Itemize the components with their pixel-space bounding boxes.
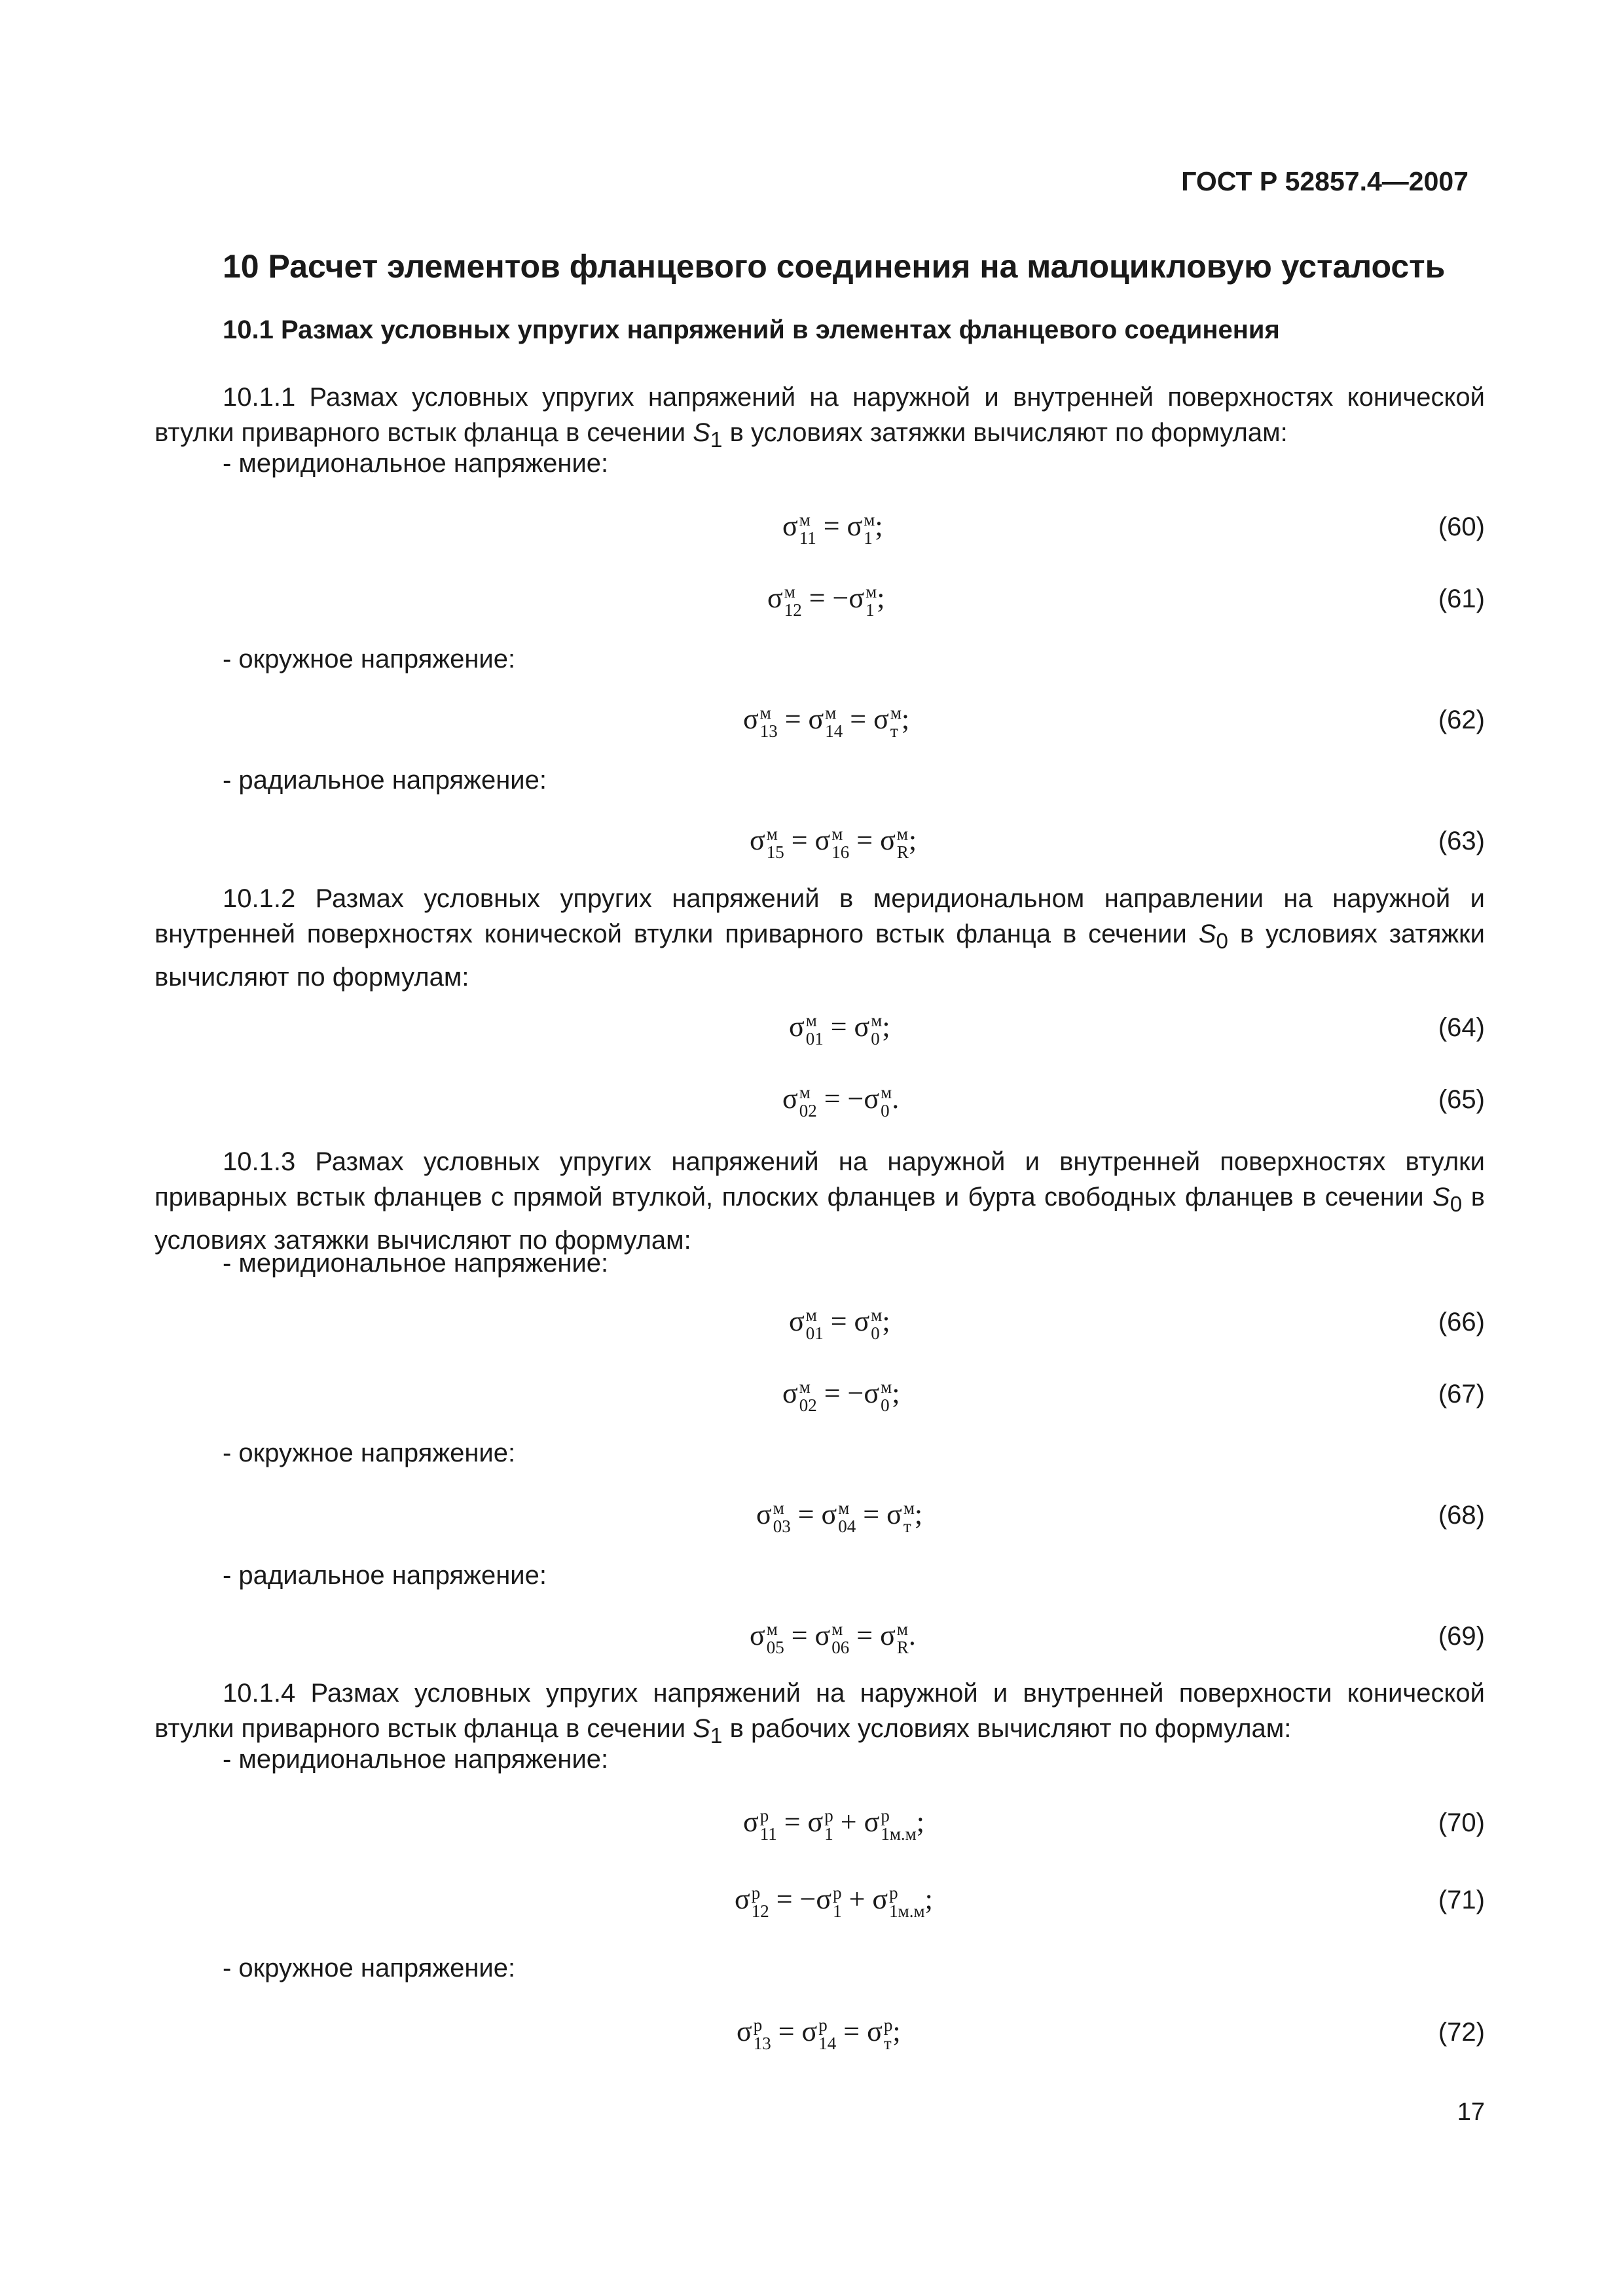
formula-72: σ р 13 = σ р 14 = σ р т ; — [737, 2015, 901, 2053]
label-radial: - радиальное напряжение: — [223, 766, 547, 795]
label-meridional: - меридиональное напряжение: — [223, 1249, 609, 1278]
document-standard-header: ГОСТ Р 52857.4—2007 — [1181, 166, 1468, 196]
formula-70: σ р 11 = σ р 1 + σ р 1м.м ; — [743, 1805, 924, 1844]
formula-63: σ м 15 = σ м 16 = σ м R ; — [750, 823, 917, 862]
label-meridional: - меридиональное напряжение: — [223, 449, 609, 478]
formula-66: σ м 01 = σ м 0 ; — [789, 1304, 890, 1343]
equation-number: (67) — [1438, 1380, 1485, 1408]
page-number: 17 — [1457, 2098, 1485, 2126]
formula-61: σ м 12 = −σ м 1 ; — [767, 581, 885, 620]
equation-number: (65) — [1438, 1085, 1485, 1114]
paragraph-10-1-2: 10.1.2 Размах условных упругих напряжений в меридиональном направлении на наружной и внутренней поверхностях конической втулки приварного встык фланца в сечении $S_0$ в условиях затяжки вычисляют по формулам: — [155, 884, 1485, 992]
subsection-title: 10.1 Размах условных упругих напряжений в элементах фланцевого соединения — [223, 315, 1280, 344]
formula-60: σ м 11 = σ м 1 ; — [782, 509, 883, 548]
equation-number: (69) — [1438, 1622, 1485, 1651]
formula-71: σ р 12 = −σ р 1 + σ р 1м.м ; — [735, 1882, 933, 1921]
equation-number: (66) — [1438, 1308, 1485, 1336]
formula-64: σ м 01 = σ м 0 ; — [789, 1010, 890, 1049]
formula-65: σ м 02 = −σ м 0 . — [782, 1082, 900, 1121]
formula-68: σ м 03 = σ м 04 = σ м т ; — [756, 1498, 923, 1536]
equation-number: (62) — [1438, 706, 1485, 734]
equation-number: (68) — [1438, 1501, 1485, 1530]
equation-number: (64) — [1438, 1013, 1485, 1042]
equation-number: (70) — [1438, 1808, 1485, 1837]
label-radial: - радиальное напряжение: — [223, 1561, 547, 1590]
paragraph-10-1-1: 10.1.1 Размах условных упругих напряжений на наружной и внутренней поверхностях конической втулки приварного встык фланца в сечении $S_1$ в условиях затяжки вычисляют по формулам: — [155, 383, 1485, 452]
label-hoop: - окружное напряжение: — [223, 645, 516, 673]
formula-67: σ м 02 = −σ м 0 ; — [782, 1376, 900, 1415]
equation-number: (71) — [1438, 1886, 1485, 1914]
equation-number: (72) — [1438, 2018, 1485, 2047]
section-title: 10 Расчет элементов фланцевого соединения на малоцикловую усталость — [223, 248, 1446, 285]
label-hoop: - окружное напряжение: — [223, 1439, 516, 1467]
label-meridional: - меридиональное напряжение: — [223, 1745, 609, 1774]
formula-69: σ м 05 = σ м 06 = σ м R . — [750, 1619, 916, 1657]
equation-number: (61) — [1438, 584, 1485, 613]
formula-62: σ м 13 = σ м 14 = σ м т ; — [743, 702, 910, 741]
label-hoop: - окружное напряжение: — [223, 1954, 516, 1982]
paragraph-10-1-3: 10.1.3 Размах условных упругих напряжений на наружной и внутренней поверхностях втулки приварных встык фланцев с прямой втулкой, плоских фланцев и бурта свободных фланцев в сечении $S_0$ в условиях затяжки вычисляют по формулам: — [155, 1147, 1485, 1255]
paragraph-10-1-4: 10.1.4 Размах условных упругих напряжений на наружной и внутренней поверхности конической втулки приварного встык фланца в сечении $S_1$ в рабочих условиях вычисляют по формулам: — [155, 1679, 1485, 1748]
equation-number: (60) — [1438, 512, 1485, 541]
equation-number: (63) — [1438, 827, 1485, 855]
